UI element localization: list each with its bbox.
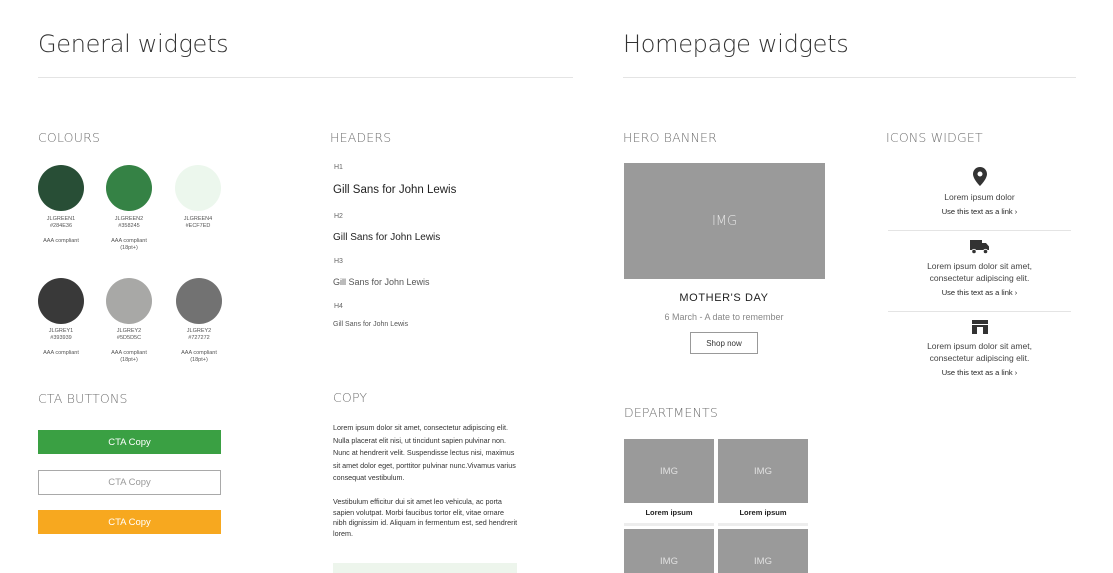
department-card[interactable] [718, 439, 808, 526]
department-card[interactable] [718, 529, 808, 573]
icon-widget-item [888, 320, 1071, 377]
chevron-right-icon: › [1014, 207, 1018, 216]
swatch-meta: JLGREY2 #727272 [186, 328, 212, 341]
department-label: Lorem ipsum [645, 508, 693, 517]
swatch-jlgreen4 [175, 165, 221, 211]
icon-widget-text: Lorem ipsum dolor [944, 192, 1015, 202]
page-title-homepage: Homepage widgets [623, 30, 849, 58]
department-image: IMG [718, 529, 808, 573]
chevron-right-icon: › [1014, 288, 1018, 297]
swatch-meta: JLGREEN1 #284E36 [46, 216, 76, 229]
department-card[interactable] [624, 529, 714, 573]
swatch-meta: JLGREEN4 #ECF7ED [183, 216, 213, 229]
swatch-jlgreen1 [38, 165, 84, 211]
divider [888, 311, 1071, 312]
section-label-icons: ICONS WIDGET [886, 130, 983, 145]
icon-widget-link[interactable]: Use this text as a link › [941, 288, 1018, 297]
header-sample-h4: Gill Sans for John Lewis [333, 321, 409, 328]
swatch-meta: JLGREY1 #393939 [48, 328, 74, 341]
department-label: Lorem ipsum [739, 508, 787, 517]
header-tag-h3: H3 [334, 258, 343, 265]
header-tag-h4: H4 [334, 303, 343, 310]
icon-widget-link[interactable]: Use this text as a link › [941, 368, 1018, 377]
shop-now-button[interactable]: Shop now [690, 332, 758, 354]
department-card[interactable] [624, 439, 714, 526]
department-image: IMG [718, 439, 808, 503]
department-underline [718, 523, 808, 526]
section-label-copy: COPY [333, 390, 368, 405]
copy-highlight-strip [333, 563, 517, 573]
header-sample-h2: Gill Sans for John Lewis [333, 232, 441, 243]
department-underline [624, 523, 714, 526]
header-tag-h2: H2 [334, 213, 343, 220]
swatch-jlgrey2 [106, 278, 152, 324]
cta-button-primary[interactable]: CTA Copy [38, 430, 221, 454]
swatch-meta: JLGREEN2 #358245 [114, 216, 144, 229]
icon-widget-item [888, 167, 1071, 216]
swatch-compliance: AAA compliant (18pt+) [111, 350, 147, 363]
swatch-compliance: AAA compliant (18pt+) [181, 350, 217, 363]
divider [38, 77, 573, 78]
section-label-departments: DEPARTMENTS [624, 405, 719, 420]
header-tag-h1: H1 [334, 164, 343, 171]
section-label-colours: COLOURS [38, 130, 101, 145]
department-image: IMG [624, 439, 714, 503]
cta-button-outline[interactable]: CTA Copy [38, 470, 221, 495]
icon-widget-link[interactable]: Use this text as a link › [941, 207, 1018, 216]
location-pin-icon [973, 167, 987, 186]
swatch-compliance: AAA compliant (18pt+) [111, 238, 147, 251]
department-image: IMG [624, 529, 714, 573]
swatch-jlgrey1 [38, 278, 84, 324]
header-sample-h3: Gill Sans for John Lewis [333, 277, 430, 287]
hero-image[interactable]: IMG [624, 163, 825, 279]
chevron-right-icon: › [1014, 368, 1018, 377]
swatch-compliance: AAA compliant [43, 350, 79, 356]
section-label-hero: HERO BANNER [623, 130, 718, 145]
delivery-truck-icon [970, 240, 990, 254]
icon-widget-text: Lorem ipsum dolor sit amet, consectetur adipiscing elit. [927, 261, 1032, 283]
header-sample-h1: Gill Sans for John Lewis [333, 184, 457, 196]
swatch-jlgrey3 [176, 278, 222, 324]
icon-widget-item [888, 240, 1071, 297]
copy-paragraph-2: Vestibulum efficitur dui sit amet leo vehicula, ac porta sapien volutpat. Morbi faucibus tortor elit, vitae ornare nibh dignissim id. Aliquam in fermentum est, sed hendrerit lorem. [333, 497, 518, 538]
divider [623, 77, 1076, 78]
hero-subheading: 6 March - A date to remember [664, 312, 784, 322]
icon-widget-text: Lorem ipsum dolor sit amet, consectetur adipiscing elit. [927, 341, 1032, 363]
page-title-general: General widgets [38, 30, 229, 58]
hero-heading: MOTHER'S DAY [679, 292, 769, 304]
copy-paragraph-1: Lorem ipsum dolor sit amet, consectetur adipiscing elit. Nulla placerat elit nisi, ut tincidunt sapien pulvinar non. Nunc at hendrerit velit. Suspendisse lectus nisi, maximus sit amet dolor eget, porttitor pulvinar nunc.Vivamus varius consequat vestibulum. [333, 423, 516, 482]
swatch-compliance: AAA compliant [43, 238, 79, 244]
section-label-cta: CTA BUTTONS [38, 391, 128, 406]
cta-button-orange[interactable]: CTA Copy [38, 510, 221, 534]
section-label-headers: HEADERS [330, 130, 392, 145]
swatch-meta: JLGREY2 #5D5D5C [116, 328, 142, 341]
swatch-jlgreen2 [106, 165, 152, 211]
divider [888, 230, 1071, 231]
store-icon [972, 320, 988, 334]
